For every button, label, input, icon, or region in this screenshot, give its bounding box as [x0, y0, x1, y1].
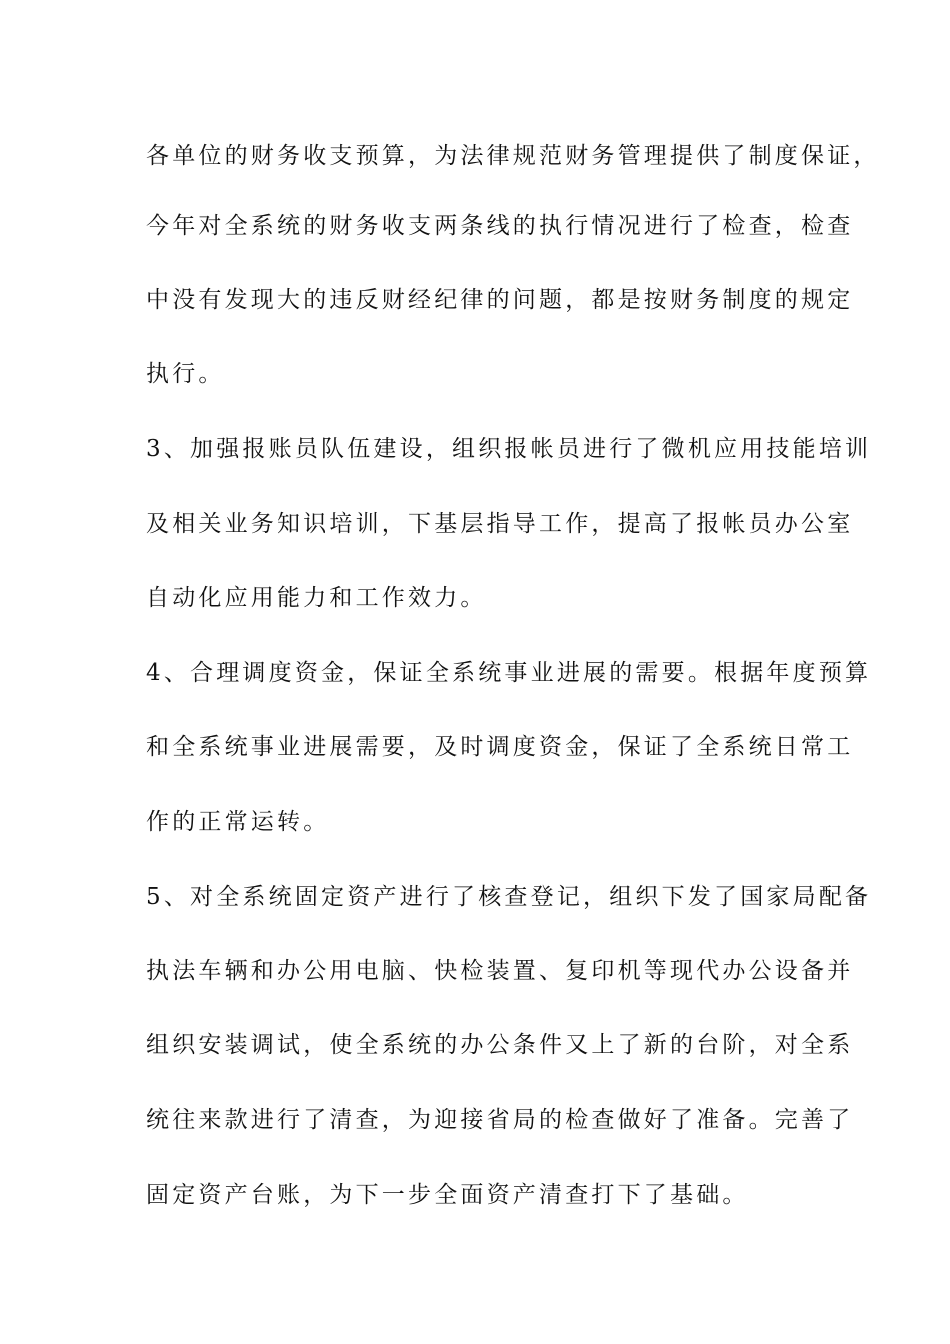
text-line: 和全系统事业进展需要，及时调度资金，保证了全系统日常工 — [146, 734, 854, 760]
text-line: 执行。 — [146, 361, 225, 387]
text-line: 5、对全系统固定资产进行了核查登记，组织下发了国家局配备 — [146, 884, 872, 910]
text-line: 中没有发现大的违反财经纪律的问题，都是按财务制度的规定 — [146, 287, 854, 313]
text-line: 自动化应用能力和工作效力。 — [146, 585, 487, 611]
text-line: 固定资产台账，为下一步全面资产清查打下了基础。 — [146, 1182, 749, 1208]
text-line: 4、合理调度资金，保证全系统事业进展的需要。根据年度预算 — [146, 660, 872, 686]
text-line: 今年对全系统的财务收支两条线的执行情况进行了检查，检查 — [146, 213, 854, 239]
text-line: 3、加强报账员队伍建设，组织报帐员进行了微机应用技能培训 — [146, 436, 872, 462]
text-line: 组织安装调试，使全系统的办公条件又上了新的台阶，对全系 — [146, 1032, 854, 1058]
text-line: 执法车辆和办公用电脑、快检装置、复印机等现代办公设备并 — [146, 958, 854, 984]
text-line: 统往来款进行了清查，为迎接省局的检查做好了准备。完善了 — [146, 1107, 854, 1133]
text-line: 及相关业务知识培训，下基层指导工作，提高了报帐员办公室 — [146, 511, 854, 537]
text-line: 作的正常运转。 — [146, 809, 330, 835]
text-line: 各单位的财务收支预算，为法律规范财务管理提供了制度保证， — [146, 143, 880, 169]
